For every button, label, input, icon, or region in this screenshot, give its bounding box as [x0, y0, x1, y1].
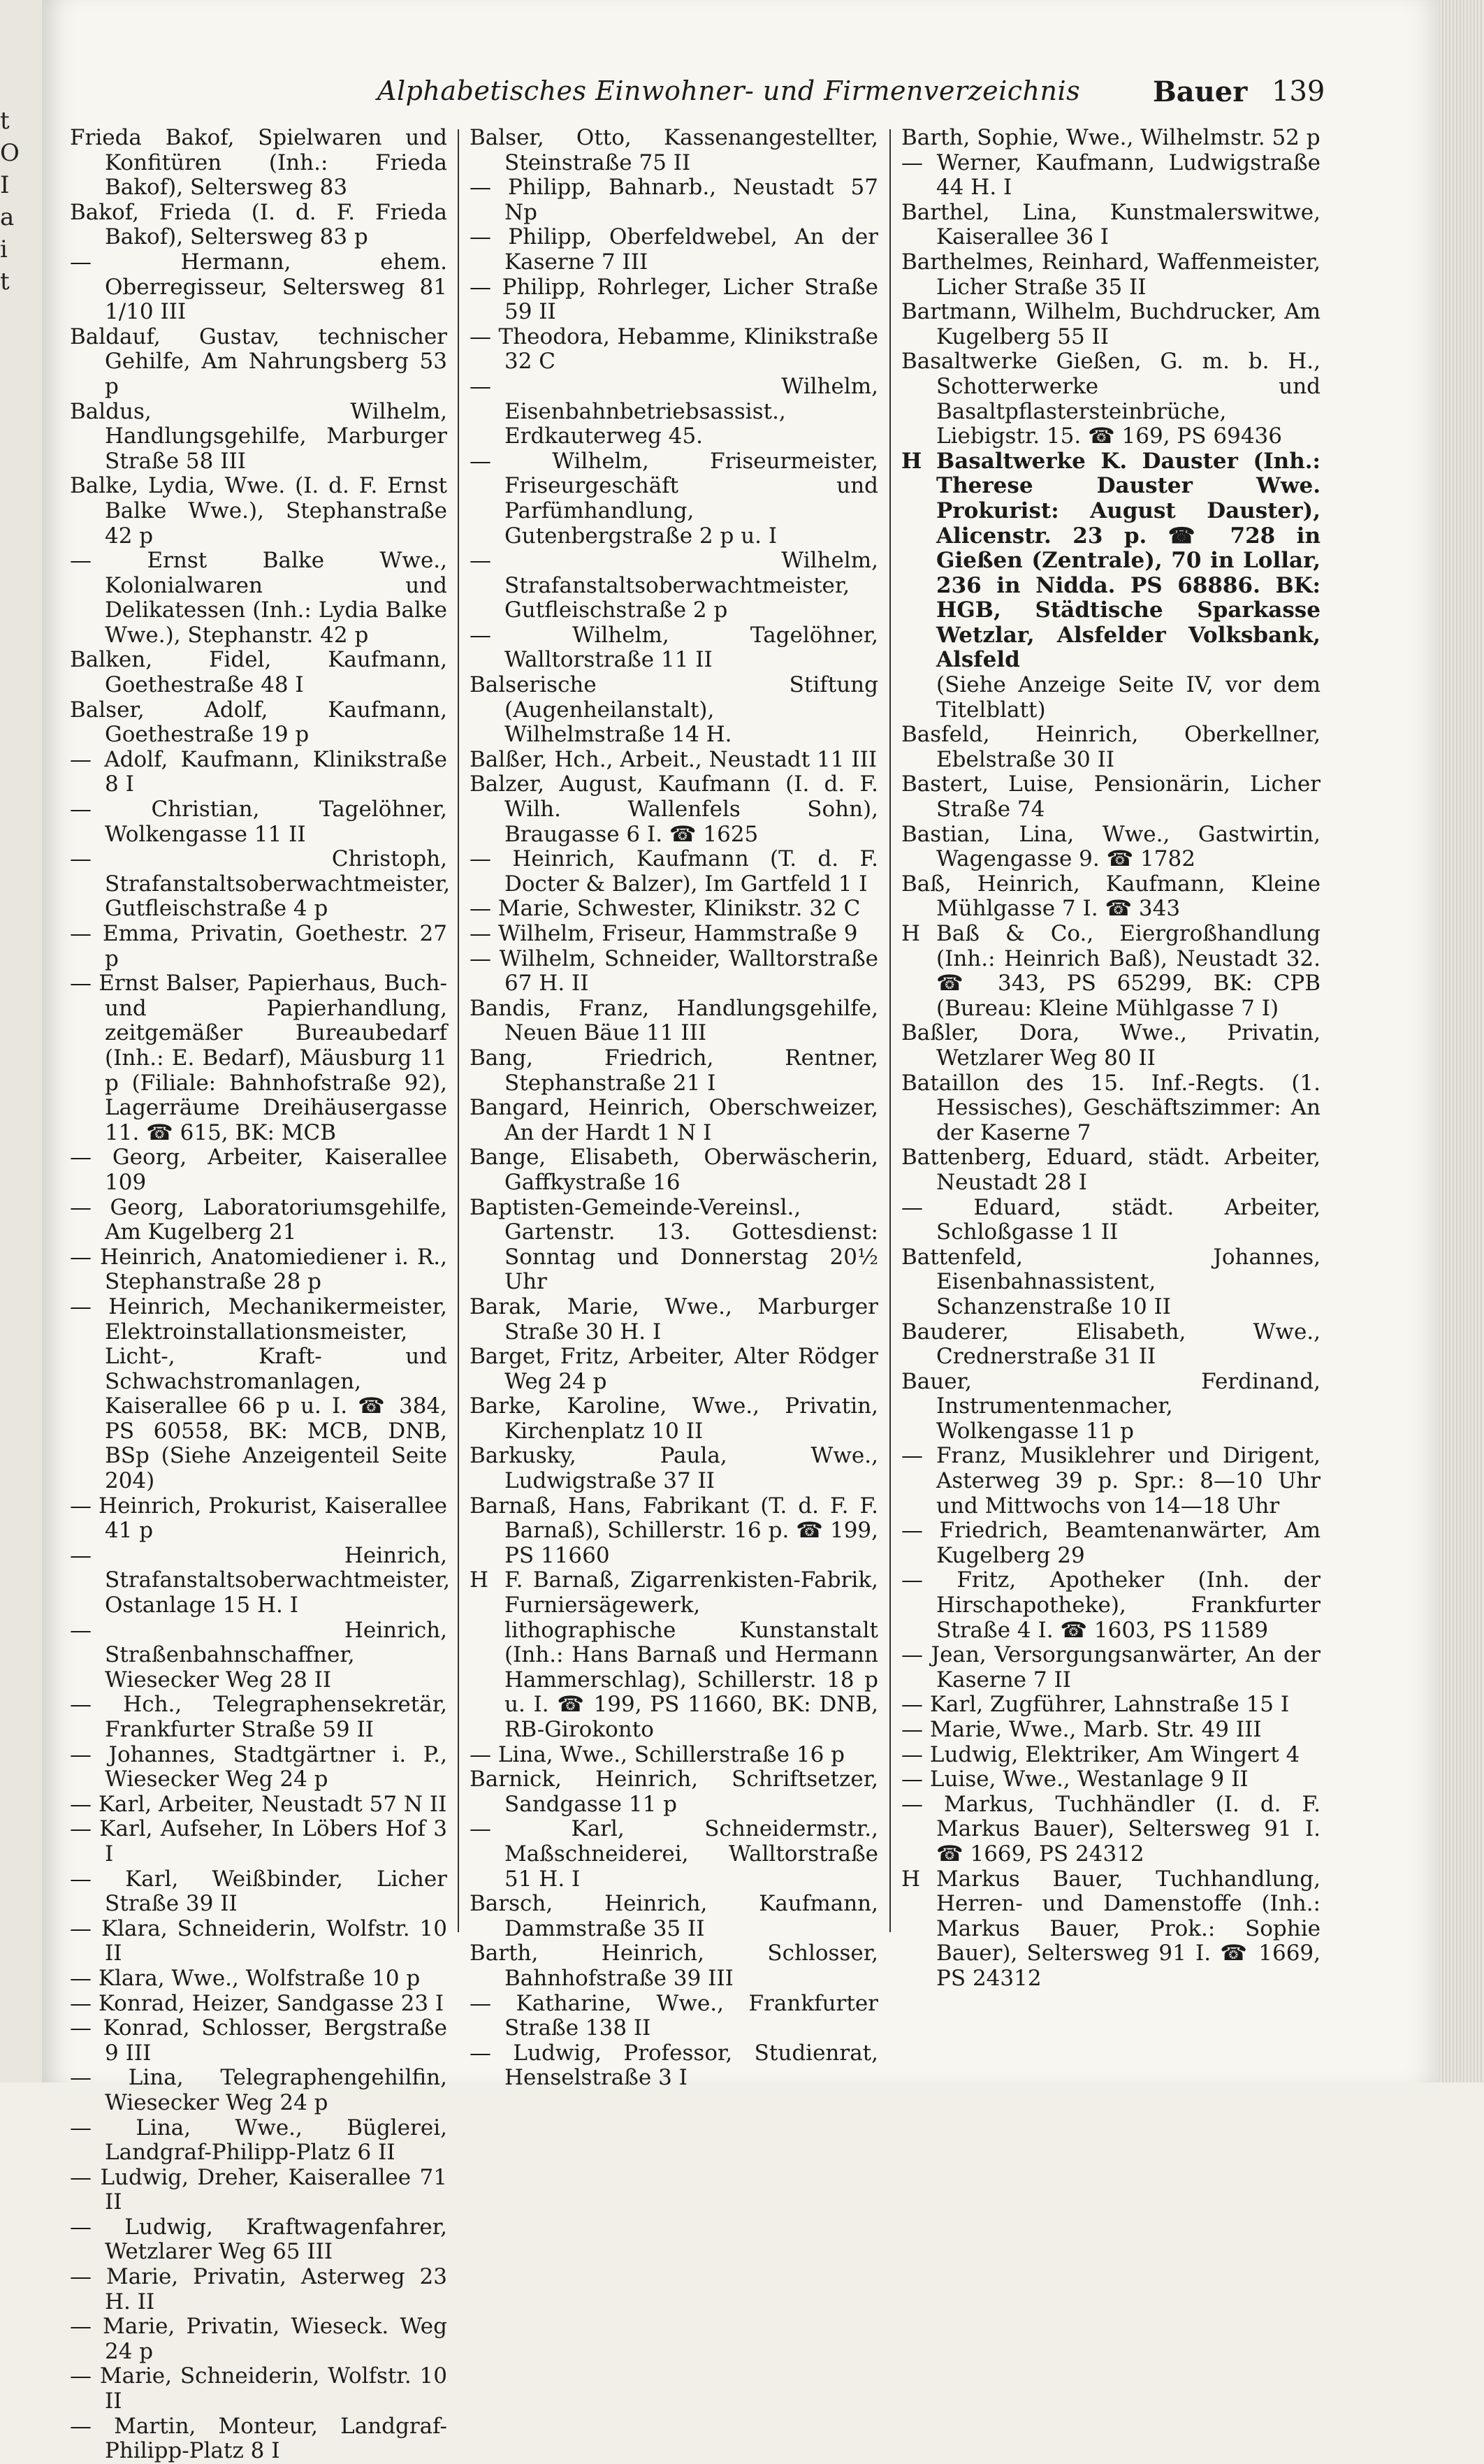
directory-entry [470, 673, 878, 748]
entry-text: Barthel, Lina, Kunstmalerswitwe, Kaiserallee 36 I [901, 199, 1321, 250]
entry-text: Barsch, Heinrich, Kaufmann, Dammstraße 35 II [470, 1891, 878, 1941]
entry-text: — Wilhelm, Strafanstaltsoberwachtmeister, Gutfleischstraße 2 p [470, 548, 878, 623]
directory-entry [470, 1941, 878, 1991]
entry-text: Basaltwerke K. Dauster (Inh.: Therese Dauster Wwe. Prokurist: August Dauster), Alicenstr. 23 p. ☎ 728 in Gießen (Zentrale), 70 in Lollar, 236 in Nidda. PS 68886. BK: HGB, Städtische Sparkasse Wetzlar, Alsfelder Volksbank, Alsfeld [936, 448, 1321, 673]
entry-text: — Wilhelm, Tagelöhner, Walltorstraße 11 II [470, 622, 878, 673]
directory-entry: Baldauf, Gustav, technischer Gehilfe, Am Nahrungsberg 53 p [70, 324, 447, 399]
margin-mark: I [0, 171, 10, 199]
entry-text: Bauer, Ferdinand, Instrumentenmacher, Wolkengasse 11 p [901, 1368, 1321, 1444]
entry-text: Barth, Sophie, Wwe., Wilhelmstr. 52 p [901, 125, 1321, 150]
entry-text: Baß & Co., Eiergroßhandlung (Inh.: Heinrich Baß), Neustadt 32. ☎ 343, PS 65299, BK: CPB (Bureau: Kleine Mühlgasse 7 I) [936, 921, 1321, 1021]
entry-text: Barth, Heinrich, Schlosser, Bahnhofstraße 39 III [470, 1941, 878, 1991]
directory-entry [470, 1494, 878, 1569]
directory-entry: Baldus, Wilhelm, Handlungsgehilfe, Marburger Straße 58 III [70, 398, 447, 474]
entry-text: — Werner, Kaufmann, Ludwigstraße 44 H. I [901, 150, 1321, 201]
entry-text: Balßer, Hch., Arbeit., Neustadt 11 III [470, 746, 878, 772]
left-page-edge [0, 0, 42, 2082]
margin-mark: a [0, 203, 15, 231]
directory-entry: — Marie, Privatin, Wieseck. Weg 24 p [70, 2314, 447, 2364]
page-stack-edge [1439, 0, 1484, 2082]
directory-entry [470, 897, 878, 922]
entry-text: — Markus, Tuchhändler (I. d. F. Markus Bauer), Seltersweg 91 I. ☎ 1669, PS 24312 [901, 1791, 1321, 1867]
column-divider [889, 129, 891, 1932]
directory-entry [470, 225, 878, 275]
entry-text: — Lina, Wwe., Schillerstraße 16 p [470, 1741, 845, 1767]
entry-text: — Karl, Schneidermstr., Maßschneiderei, Walltorstraße 51 H. I [470, 1816, 878, 1892]
directory-entry [901, 1245, 1321, 1320]
entry-text: Barget, Fritz, Arbeiter, Alter Rödger Weg 24 p [470, 1344, 878, 1394]
directory-entry [470, 748, 878, 773]
entry-text: Balzer, August, Kaufmann (I. d. F. Wilh. Wallenfels Sohn), Braugasse 6 I. ☎ 1625 [470, 771, 878, 847]
firm-entry [901, 449, 1321, 673]
directory-entry [470, 772, 878, 847]
directory-entry [470, 549, 878, 623]
directory-entry: — Karl, Aufseher, In Löbers Hof 3 I [70, 1816, 447, 1867]
directory-entry [470, 1196, 878, 1295]
directory-entry [470, 1743, 878, 1768]
entry-text: Bange, Elisabeth, Oberwäscherin, Gaffkystraße 16 [470, 1145, 878, 1195]
directory-entry: — Klara, Schneiderin, Wolfstr. 10 II [70, 1915, 447, 1966]
directory-entry: — Christoph, Strafanstaltsoberwachtmeister, Gutfleischstraße 4 p [70, 846, 451, 922]
directory-entry: — Marie, Schneiderin, Wolfstr. 10 II [70, 2363, 447, 2414]
entry-text: — Luise, Wwe., Westanlage 9 II [901, 1767, 1249, 1792]
entry-text: — Theodora, Hebamme, Klinikstraße 32 C [470, 324, 878, 375]
entry-text: Bang, Friedrich, Rentner, Stephanstraße 21 I [470, 1045, 878, 1096]
directory-entry [901, 1145, 1321, 1195]
entry-text: — Marie, Schwester, Klinikstr. 32 C [470, 896, 861, 922]
entry-text: Barnaß, Hans, Fabrikant (T. d. F. F. Barnaß), Schillerstr. 16 p. ☎ 199, PS 11660 [470, 1493, 878, 1568]
directory-entry [901, 1021, 1321, 1071]
directory-entry [901, 1196, 1321, 1245]
middle-column [470, 126, 878, 2091]
page-number: 139 [1272, 75, 1325, 108]
firm-entry [901, 1867, 1321, 1992]
directory-entry [470, 1767, 878, 1817]
firm-marker: H [901, 921, 921, 946]
entry-text: — Wilhelm, Friseurmeister, Friseurgeschäft und Parfümhandlung, Gutenbergstraße 2 p u. I [470, 448, 878, 549]
entry-text: Markus Bauer, Tuchhandlung, Herren- und Damenstoffe (Inh.: Markus Bauer, Prok.: Sophie Bauer), Seltersweg 91 I. ☎ 1669, PS 24312 [936, 1866, 1321, 1991]
entry-text: — Philipp, Oberfeldwebel, An der Kaserne 7 III [470, 224, 878, 275]
directory-entry [470, 623, 878, 673]
directory-entry: — Ernst Balke Wwe., Kolonialwaren und Delikatessen (Inh.: Lydia Balke Wwe.), Stephanstr. 42 p [70, 548, 447, 648]
directory-entry [901, 250, 1321, 300]
directory-entry: — Konrad, Schlosser, Bergstraße 9 III [70, 2015, 447, 2066]
directory-note [901, 673, 1321, 723]
entry-text: (Siehe Anzeige Seite IV, vor dem Titelblatt) [936, 672, 1321, 723]
directory-entry [901, 1320, 1321, 1370]
directory-entry [901, 1071, 1321, 1146]
entry-text: — Wilhelm, Friseur, Hammstraße 9 [470, 921, 858, 946]
entry-text: Bandis, Franz, Handlungsgehilfe, Neuen Bäue 11 III [470, 995, 878, 1046]
margin-marks [0, 105, 28, 298]
directory-entry: — Adolf, Kaufmann, Klinikstraße 8 I [70, 746, 447, 797]
directory-entry: — Johannes, Stadtgärtner i. P., Wiesecker Weg 24 p [70, 1741, 447, 1792]
entry-text: Bataillon des 15. Inf.-Regts. (1. Hessisches), Geschäftszimmer: An der Kaserne 7 [901, 1070, 1321, 1145]
entry-text: — Karl, Zugführer, Lahnstraße 15 I [901, 1692, 1290, 1718]
entry-text: — Eduard, städt. Arbeiter, Schloßgasse 1 II [901, 1194, 1321, 1245]
directory-entry [901, 300, 1321, 349]
entry-text: — Wilhelm, Eisenbahnbetriebsassist., Erdkauterweg 45. [470, 373, 878, 449]
directory-entry [470, 1394, 878, 1444]
directory-entry [901, 1718, 1321, 1743]
directory-entry: — Marie, Privatin, Asterweg 23 H. II [70, 2264, 447, 2314]
directory-entry: — Hch., Telegraphensekretär, Frankfurter Straße 59 II [70, 1692, 447, 1742]
directory-entry [470, 449, 878, 549]
directory-entry [901, 872, 1321, 922]
entry-text: — Franz, Musiklehrer und Dirigent, Asterweg 39 p. Spr.: 8—10 Uhr und Mittwochs von 14—18 Uhr [901, 1443, 1321, 1519]
entry-text: — Heinrich, Kaufmann (T. d. F. Docter & Balzer), Im Gartfeld 1 I [470, 846, 878, 897]
directory-entry: Frieda Bakof, Spielwaren und Konfitüren (Inh.: Frieda Bakof), Seltersweg 83 [70, 125, 447, 201]
directory-entry [901, 1444, 1321, 1519]
margin-mark: t [0, 268, 10, 296]
entry-text: Barke, Karoline, Wwe., Privatin, Kirchenplatz 10 II [470, 1393, 878, 1444]
header-keyword: Bauer [1153, 75, 1248, 108]
directory-entry [470, 1096, 878, 1145]
directory-entry: — Heinrich, Mechanikermeister, Elektroinstallationsmeister, Licht-, Kraft- und Schwachstromanlagen, Kaiserallee 66 p u. I. ☎ 384, PS 60558, BK: MCB, DNB, BSp (Siehe Anzeigenteil Seite 204) [70, 1293, 447, 1494]
entry-text: Balserische Stiftung (Augenheilanstalt), Wilhelmstraße 14 H. [470, 672, 878, 748]
directory-entry: Bakof, Frieda (I. d. F. Frieda Bakof), Seltersweg 83 p [70, 199, 447, 250]
directory-entry [901, 1743, 1321, 1768]
entry-text: Bauderer, Elisabeth, Wwe., Crednerstraße 31 II [901, 1319, 1321, 1370]
directory-entry [470, 1817, 878, 1892]
directory-entry [470, 1992, 878, 2041]
firm-marker: H [901, 448, 922, 474]
directory-entry [470, 947, 878, 997]
column-divider [458, 129, 459, 1932]
directory-entry [901, 1767, 1321, 1792]
entry-text: Barak, Marie, Wwe., Marburger Straße 30 H. I [470, 1293, 878, 1345]
entry-text: — Fritz, Apotheker (Inh. der Hirschapotheke), Frankfurter Straße 4 I. ☎ 1603, PS 11589 [901, 1567, 1321, 1643]
directory-entry [901, 1693, 1321, 1718]
directory-entry [470, 275, 878, 325]
directory-entry: — Martin, Monteur, Landgraf-Philipp-Platz 8 I [70, 2413, 447, 2464]
directory-entry [470, 847, 878, 897]
left-column [70, 125, 451, 2464]
directory-entry [901, 1568, 1321, 1643]
directory-entry: — Heinrich, Straßenbahnschaffner, Wiesecker Weg 28 II [70, 1617, 447, 1693]
directory-entry [470, 1444, 878, 1493]
directory-entry: — Karl, Arbeiter, Neustadt 57 N II [70, 1791, 447, 1817]
entry-text: — Ludwig, Elektriker, Am Wingert 4 [901, 1741, 1300, 1767]
entry-text: Bastert, Luise, Pensionärin, Licher Straße 74 [901, 771, 1321, 822]
directory-entry [470, 325, 878, 375]
entry-text: Barnick, Heinrich, Schriftsetzer, Sandgasse 11 p [470, 1767, 878, 1817]
directory-entry: — Hermann, ehem. Oberregisseur, Seltersweg 81 1/10 III [70, 249, 447, 325]
directory-entry: — Ernst Balser, Papierhaus, Buch- und Papierhandlung, zeitgemäßer Bureaubedarf (Inh.: E. Bedarf), Mäusburg 11 p (Filiale: Bahnhofstraße 92), Lagerräume Dreihäusergasse 11. ☎ 615, BK: MCB [70, 971, 447, 1145]
firm-marker: H [470, 1567, 489, 1593]
directory-entry [470, 1345, 878, 1394]
entry-text: — Jean, Versorgungsanwärter, An der Kaserne 7 II [901, 1642, 1321, 1693]
firm-marker: H [901, 1866, 921, 1892]
entry-text: — Philipp, Rohrleger, Licher Straße 59 II [470, 274, 878, 325]
directory-entry [901, 1643, 1321, 1693]
directory-entry [901, 1370, 1321, 1444]
directory-entry: — Heinrich, Prokurist, Kaiserallee 41 p [70, 1493, 447, 1544]
entry-text: Basfeld, Heinrich, Oberkellner, Ebelstraße 30 II [901, 722, 1321, 772]
margin-mark: t [0, 107, 10, 135]
entry-text: Bastian, Lina, Wwe., Gastwirtin, Wagengasse 9. ☎ 1782 [901, 821, 1321, 872]
margin-mark: O [0, 139, 20, 167]
directory-entry: — Heinrich, Strafanstaltsoberwachtmeister, Ostanlage 15 H. I [70, 1542, 451, 1618]
directory-entry: Balken, Fidel, Kaufmann, Goethestraße 48 I [70, 647, 447, 698]
entry-text: Barthelmes, Reinhard, Waffenmeister, Licher Straße 35 II [901, 249, 1321, 300]
directory-entry [901, 1792, 1321, 1867]
directory-entry: — Klara, Wwe., Wolfstraße 10 p [70, 1965, 421, 1991]
entry-text: — Marie, Wwe., Marb. Str. 49 III [901, 1717, 1262, 1742]
firm-entry [470, 1568, 878, 1742]
page-title: Alphabetisches Einwohner- und Firmenverzeichnis [377, 75, 1081, 106]
entry-text: — Katharine, Wwe., Frankfurter Straße 138 II [470, 1990, 878, 2041]
entry-text: Bangard, Heinrich, Oberschweizer, An der Hardt 1 N I [470, 1095, 878, 1145]
directory-entry [901, 822, 1321, 872]
directory-entry [470, 1046, 878, 1096]
directory-entry: — Christian, Tagelöhner, Wolkengasse 11 II [70, 797, 447, 847]
directory-entry [470, 997, 878, 1046]
directory-entry: — Ludwig, Dreher, Kaiserallee 71 II [70, 2164, 447, 2215]
directory-entry: — Emma, Privatin, Goethestr. 27 p [70, 921, 447, 971]
directory-entry: — Georg, Arbeiter, Kaiserallee 109 [70, 1145, 447, 1195]
directory-entry: — Karl, Weißbinder, Licher Straße 39 II [70, 1866, 447, 1917]
entry-text: — Philipp, Bahnarb., Neustadt 57 Np [470, 175, 878, 225]
firm-entry [901, 922, 1321, 1021]
entry-text: Balser, Otto, Kassenangestellter, Steinstraße 75 II [470, 125, 878, 175]
margin-mark: i [0, 235, 8, 263]
directory-entry [470, 922, 878, 947]
directory-entry: — Lina, Wwe., Büglerei, Landgraf-Philipp-Platz 6 II [70, 2115, 447, 2166]
directory-entry: Balser, Adolf, Kaufmann, Goethestraße 19 p [70, 697, 447, 748]
entry-text: Barkusky, Paula, Wwe., Ludwigstraße 37 II [470, 1443, 878, 1494]
directory-entry [901, 1519, 1321, 1568]
directory-entry: Balke, Lydia, Wwe. (I. d. F. Ernst Balke Wwe.), Stephanstraße 42 p [70, 473, 447, 549]
entry-text: Bartmann, Wilhelm, Buchdrucker, Am Kugelberg 55 II [901, 299, 1321, 349]
directory-entry [901, 349, 1321, 449]
directory-entry: — Ludwig, Kraftwagenfahrer, Wetzlarer Weg 65 III [70, 2214, 447, 2265]
directory-entry [901, 151, 1321, 201]
directory-entry [901, 201, 1321, 250]
directory-entry [470, 1145, 878, 1195]
entry-text: Basaltwerke Gießen, G. m. b. H., Schotterwerke und Basaltpflastersteinbrüche, Liebigstr. 15. ☎ 169, PS 69436 [901, 349, 1321, 449]
directory-entry: — Lina, Telegraphengehilfin, Wiesecker Weg 24 p [70, 2065, 447, 2115]
directory-entry: — Georg, Laboratoriumsgehilfe, Am Kugelberg 21 [70, 1194, 447, 1245]
entry-text: Baßler, Dora, Wwe., Privatin, Wetzlarer Weg 80 II [901, 1020, 1321, 1071]
directory-entry [470, 1295, 878, 1345]
directory-entry [470, 2041, 878, 2091]
entry-text: Battenberg, Eduard, städt. Arbeiter, Neustadt 28 I [901, 1145, 1321, 1195]
directory-entry [470, 126, 878, 175]
directory-entry [901, 772, 1321, 822]
entry-text: — Friedrich, Beamtenanwärter, Am Kugelberg 29 [901, 1518, 1321, 1568]
entry-text: Baptisten-Gemeinde-Vereinsl., Gartenstr. 13. Gottesdienst: Sonntag und Donnerstag 20½ Uhr [470, 1194, 878, 1295]
directory-entry [901, 723, 1321, 772]
entry-text: F. Barnaß, Zigarrenkisten-Fabrik, Furniersägewerk, lithographische Kunstanstalt (Inh.: Hans Barnaß und Hermann Hammerschlag), Schillerstr. 18 p u. I. ☎ 199, PS 11660, BK: DNB, RB-Girokonto [504, 1567, 878, 1742]
page-header [377, 75, 1341, 117]
directory-entry [470, 175, 878, 225]
directory-entry [470, 1892, 878, 1941]
directory-entry: — Heinrich, Anatomiediener i. R., Stephanstraße 28 p [70, 1244, 447, 1295]
entry-text: Baß, Heinrich, Kaufmann, Kleine Mühlgasse 7 I. ☎ 343 [901, 871, 1321, 922]
entry-text: — Wilhelm, Schneider, Walltorstraße 67 H. II [470, 945, 878, 997]
directory-entry: — Konrad, Heizer, Sandgasse 23 I [70, 1990, 444, 2016]
directory-entry [470, 375, 878, 449]
entry-text: — Ludwig, Professor, Studienrat, Henselstraße 3 I [470, 2040, 878, 2091]
right-column [901, 126, 1321, 1992]
directory-entry [901, 126, 1321, 151]
entry-text: Battenfeld, Johannes, Eisenbahnassistent, Schanzenstraße 10 II [901, 1244, 1321, 1319]
